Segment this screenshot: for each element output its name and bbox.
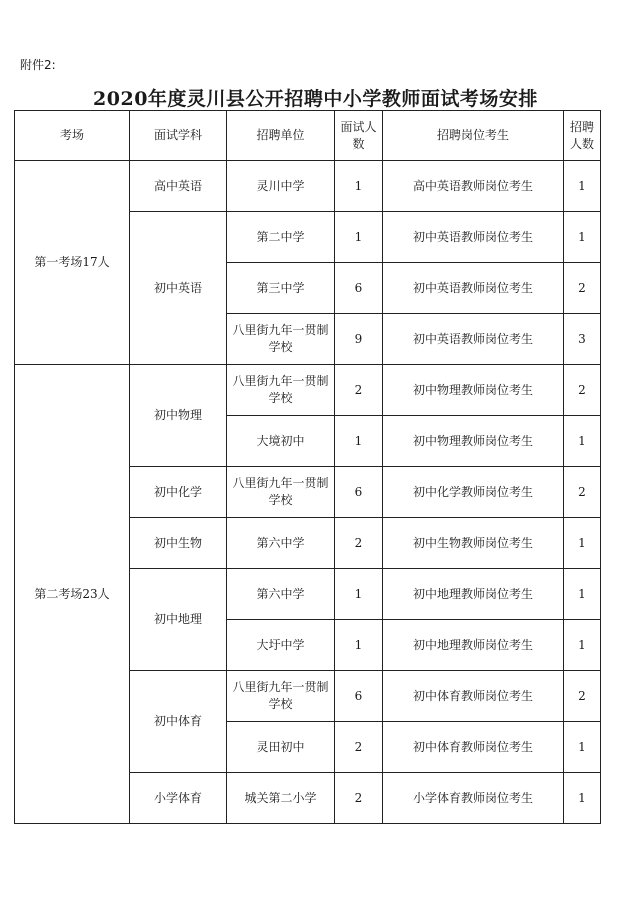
- interviewees-cell: 2: [335, 365, 383, 416]
- interviewees-cell: 1: [335, 620, 383, 671]
- room-cell: 第二考场23人: [15, 365, 130, 824]
- subject-cell: 初中地理: [130, 569, 227, 671]
- hires-cell: 3: [564, 314, 601, 365]
- position-cell: 初中英语教师岗位考生: [383, 263, 564, 314]
- interviewees-cell: 1: [335, 212, 383, 263]
- header-subject: 面试学科: [130, 111, 227, 161]
- position-cell: 初中体育教师岗位考生: [383, 671, 564, 722]
- interviewees-cell: 6: [335, 467, 383, 518]
- interviewees-cell: 1: [335, 416, 383, 467]
- header-hires: 招聘人数: [564, 111, 601, 161]
- header-interviewees: 面试人数: [335, 111, 383, 161]
- interviewees-cell: 6: [335, 263, 383, 314]
- table-row: [15, 161, 601, 212]
- subject-cell: 初中化学: [130, 467, 227, 518]
- subject-cell: 初中物理: [130, 365, 227, 467]
- position-cell: 高中英语教师岗位考生: [383, 161, 564, 212]
- unit-cell: 城关第二小学: [227, 773, 335, 824]
- subject-cell: 小学体育: [130, 773, 227, 824]
- unit-cell: 第三中学: [227, 263, 335, 314]
- unit-cell: 灵田初中: [227, 722, 335, 773]
- hires-cell: 1: [564, 161, 601, 212]
- table-row: [15, 365, 601, 416]
- header-room: 考场: [15, 111, 130, 161]
- page-title: 2020年度灵川县公开招聘中小学教师面试考场安排: [93, 88, 538, 110]
- hires-cell: 1: [564, 416, 601, 467]
- unit-cell: 八里街九年一贯制学校: [227, 467, 335, 518]
- header-position: 招聘岗位考生: [383, 111, 564, 161]
- hires-cell: 2: [564, 365, 601, 416]
- unit-cell: 八里街九年一贯制学校: [227, 671, 335, 722]
- interviewees-cell: 9: [335, 314, 383, 365]
- position-cell: 初中体育教师岗位考生: [383, 722, 564, 773]
- hires-cell: 1: [564, 620, 601, 671]
- position-cell: 初中物理教师岗位考生: [383, 416, 564, 467]
- position-cell: 初中英语教师岗位考生: [383, 212, 564, 263]
- unit-cell: 第六中学: [227, 569, 335, 620]
- hires-cell: 1: [564, 569, 601, 620]
- header-row: [15, 111, 601, 161]
- position-cell: 初中生物教师岗位考生: [383, 518, 564, 569]
- position-cell: 小学体育教师岗位考生: [383, 773, 564, 824]
- interviewees-cell: 2: [335, 773, 383, 824]
- position-cell: 初中地理教师岗位考生: [383, 620, 564, 671]
- subject-cell: 初中生物: [130, 518, 227, 569]
- hires-cell: 2: [564, 263, 601, 314]
- unit-cell: 第二中学: [227, 212, 335, 263]
- unit-cell: 八里街九年一贯制学校: [227, 314, 335, 365]
- position-cell: 初中英语教师岗位考生: [383, 314, 564, 365]
- hires-cell: 1: [564, 212, 601, 263]
- header-unit: 招聘单位: [227, 111, 335, 161]
- interviewees-cell: 1: [335, 161, 383, 212]
- room-cell: 第一考场17人: [15, 161, 130, 365]
- subject-cell: 高中英语: [130, 161, 227, 212]
- subject-cell: 初中体育: [130, 671, 227, 773]
- interviewees-cell: 6: [335, 671, 383, 722]
- unit-cell: 大境初中: [227, 416, 335, 467]
- position-cell: 初中化学教师岗位考生: [383, 467, 564, 518]
- schedule-table: [14, 110, 601, 824]
- unit-cell: 八里街九年一贯制学校: [227, 365, 335, 416]
- attachment-label: 附件2:: [20, 58, 56, 72]
- hires-cell: 2: [564, 467, 601, 518]
- hires-cell: 1: [564, 518, 601, 569]
- unit-cell: 大圩中学: [227, 620, 335, 671]
- hires-cell: 1: [564, 773, 601, 824]
- unit-cell: 灵川中学: [227, 161, 335, 212]
- position-cell: 初中物理教师岗位考生: [383, 365, 564, 416]
- hires-cell: 2: [564, 671, 601, 722]
- subject-cell: 初中英语: [130, 212, 227, 365]
- interviewees-cell: 2: [335, 722, 383, 773]
- unit-cell: 第六中学: [227, 518, 335, 569]
- hires-cell: 1: [564, 722, 601, 773]
- interviewees-cell: 2: [335, 518, 383, 569]
- interviewees-cell: 1: [335, 569, 383, 620]
- position-cell: 初中地理教师岗位考生: [383, 569, 564, 620]
